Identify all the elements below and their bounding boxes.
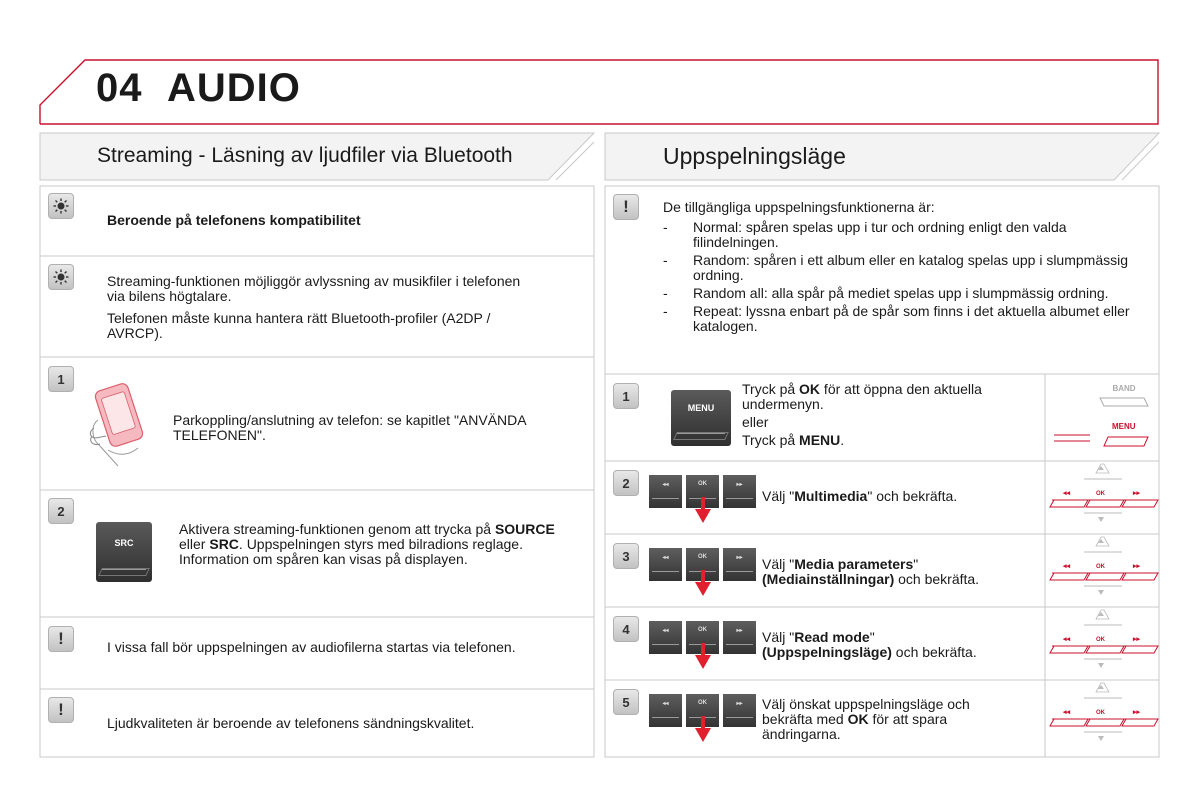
navigation-keys-diagram bbox=[1046, 534, 1159, 612]
modes-intro: De tillgängliga uppspelningsfunktionerna är: bbox=[663, 199, 935, 215]
step-number-badge: 4 bbox=[613, 616, 639, 642]
right-step1-text: Tryck på OK för att öppna den aktuella undermenyn. eller Tryck på MENU. bbox=[742, 381, 982, 448]
svg-text:OK: OK bbox=[1096, 710, 1105, 716]
menu-button-image: MENU bbox=[671, 390, 731, 446]
svg-text:▸▸: ▸▸ bbox=[1133, 490, 1141, 497]
band-menu-diagram bbox=[1046, 375, 1159, 460]
svg-text:◂◂: ◂◂ bbox=[1063, 709, 1071, 716]
key-prev-button: ◂◂ bbox=[649, 548, 682, 581]
step-number-badge: 2 bbox=[613, 470, 639, 496]
svg-text:▸▸: ▸▸ bbox=[1133, 709, 1141, 716]
key-next-button: ▸▸ bbox=[723, 548, 756, 581]
warning1-text: I vissa fall bör uppspelningen av audiofilerna startas via telefonen. bbox=[107, 639, 516, 655]
step-number-badge: 5 bbox=[613, 689, 639, 715]
key-ok-button: OK bbox=[686, 621, 719, 654]
warning2-text: Ljudkvaliteten är beroende av telefonens sändningskvalitet. bbox=[107, 715, 475, 731]
key-ok-button: OK bbox=[686, 475, 719, 508]
key-next-button: ▸▸ bbox=[723, 475, 756, 508]
chapter-title: AUDIO bbox=[167, 66, 301, 110]
key-next-button: ▸▸ bbox=[723, 621, 756, 654]
key-prev-button: ◂◂ bbox=[649, 475, 682, 508]
svg-text:▸▸: ▸▸ bbox=[1133, 636, 1141, 643]
tip1-text: Beroende på telefonens kompatibilitet bbox=[107, 212, 361, 228]
right-step3-text: Välj "Media parameters" (Mediainställningar) och bekräfta. bbox=[762, 556, 980, 587]
red-arrow-icon bbox=[695, 497, 711, 528]
list-item: - Random: spåren i ett album eller en katalog spelas upp i slumpmässig ordning. bbox=[663, 253, 1138, 283]
tip-sun-icon bbox=[48, 193, 74, 219]
tip2-text-1: Streaming-funktionen möjliggör avlyssning av musikfiler i telefonen via bilens högtalare. bbox=[107, 273, 521, 304]
chapter-number: 04 bbox=[96, 66, 143, 110]
phone-hand-icon bbox=[88, 380, 158, 468]
right-section-title: Uppspelningsläge bbox=[663, 143, 846, 169]
svg-text:◂◂: ◂◂ bbox=[1063, 636, 1071, 643]
key-ok-button: OK bbox=[686, 694, 719, 727]
list-item: - Random all: alla spår på mediet spelas upp i slumpmässig ordning. bbox=[663, 286, 1138, 301]
right-step5-text: Välj önskat uppspelningsläge och bekräfta med OK för att spara ändringarna. bbox=[762, 696, 970, 742]
tip-sun-icon bbox=[48, 264, 74, 290]
step1-text: Parkoppling/anslutning av telefon: se kapitlet "ANVÄNDA TELEFONEN". bbox=[173, 412, 526, 443]
warning-icon: ! bbox=[613, 194, 639, 220]
modes-list bbox=[663, 220, 1138, 337]
warning-icon: ! bbox=[48, 626, 74, 652]
step-number-badge: 2 bbox=[48, 498, 74, 524]
left-section-title: Streaming - Läsning av ljudfiler via Bluetooth bbox=[97, 144, 513, 167]
right-step2-text: Välj "Multimedia" och bekräfta. bbox=[762, 488, 958, 504]
step-number-badge: 3 bbox=[613, 543, 639, 569]
step2-text: Aktivera streaming-funktionen genom att trycka på SOURCE eller SRC. Uppspelningen styrs med bilradions reglage. Information om spåren kan visas på displayen. bbox=[179, 521, 555, 567]
list-item: - Repeat: lyssna enbart på de spår som finns i det aktuella albumet eller katalogen. bbox=[663, 304, 1138, 334]
svg-text:BAND: BAND bbox=[1112, 384, 1136, 393]
right-step4-text: Välj "Read mode" (Uppspelningsläge) och bekräfta. bbox=[762, 629, 977, 660]
list-item: - Normal: spåren spelas upp i tur och ordning enligt den valda filindelningen. bbox=[663, 220, 1138, 250]
key-prev-button: ◂◂ bbox=[649, 694, 682, 727]
svg-text:OK: OK bbox=[1096, 637, 1105, 643]
svg-text:◂◂: ◂◂ bbox=[1063, 563, 1071, 570]
step-number-badge: 1 bbox=[613, 383, 639, 409]
svg-text:OK: OK bbox=[1096, 491, 1105, 497]
navigation-keys-diagram bbox=[1046, 461, 1159, 539]
key-prev-button: ◂◂ bbox=[649, 621, 682, 654]
tip2-text-2: Telefonen måste kunna hantera rätt Bluetooth-profiler (A2DP / AVRCP). bbox=[107, 310, 491, 341]
svg-text:▸▸: ▸▸ bbox=[1133, 563, 1141, 570]
navigation-keys-diagram bbox=[1046, 607, 1159, 685]
red-arrow-icon bbox=[695, 716, 711, 747]
svg-text:OK: OK bbox=[1096, 564, 1105, 570]
navigation-keys-diagram bbox=[1046, 680, 1159, 758]
red-arrow-icon bbox=[695, 570, 711, 601]
key-next-button: ▸▸ bbox=[723, 694, 756, 727]
key-ok-button: OK bbox=[686, 548, 719, 581]
src-button-image: SRC bbox=[96, 522, 152, 582]
warning-icon: ! bbox=[48, 697, 74, 723]
svg-text:◂◂: ◂◂ bbox=[1063, 490, 1071, 497]
step-number-badge: 1 bbox=[48, 366, 74, 392]
svg-text:MENU: MENU bbox=[1112, 422, 1136, 431]
red-arrow-icon bbox=[695, 643, 711, 674]
